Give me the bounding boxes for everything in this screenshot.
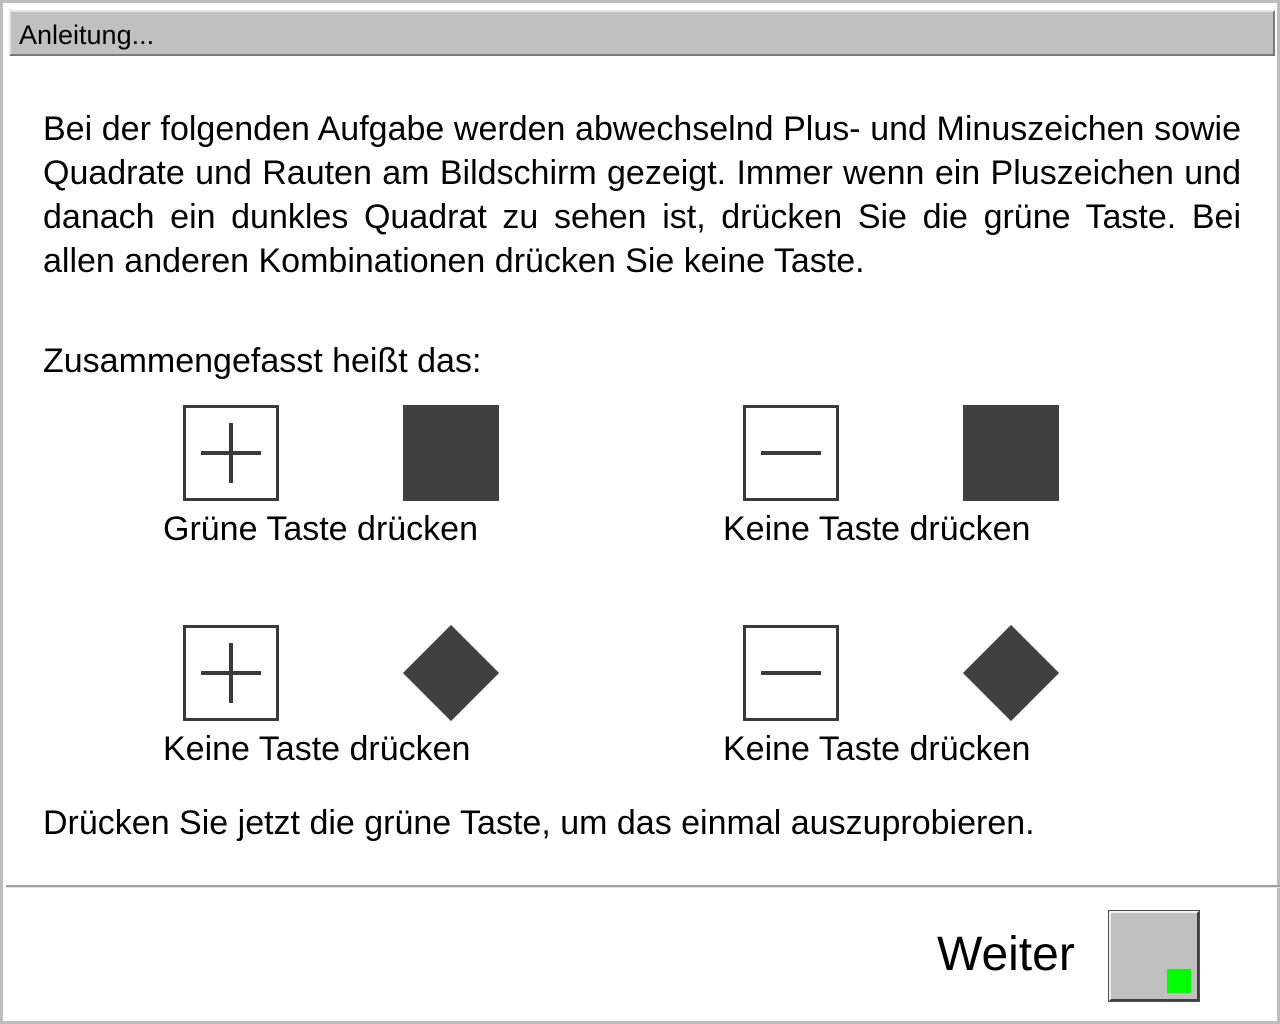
window-title: Anleitung... (19, 20, 155, 50)
footer-divider-highlight (6, 887, 1280, 888)
combination-caption-1: Grüne Taste drücken (163, 510, 478, 548)
next-button[interactable] (1109, 911, 1199, 1001)
try-it-prompt: Drücken Sie jetzt die grüne Taste, um das einmal auszuprobieren. (43, 804, 1035, 842)
green-led-icon (1167, 969, 1191, 993)
diamond-icon (963, 625, 1059, 721)
square-icon (963, 405, 1059, 501)
summary-heading: Zusammengefasst heißt das: (43, 342, 482, 380)
combination-caption-2: Keine Taste drücken (723, 510, 1031, 548)
diamond-icon (403, 625, 499, 721)
square-icon (403, 405, 499, 501)
combination-caption-3: Keine Taste drücken (163, 730, 471, 768)
minus-icon (743, 625, 839, 721)
plus-icon (183, 625, 279, 721)
title-bar (9, 10, 1275, 56)
instruction-text: Bei der folgenden Aufgabe werden abwechselnd Plus- und Minuszeichen sowie Quadrate und Rauten am Bildschirm gezeigt. Immer wenn ein Pluszeichen und danach ein dunkles Quadrat zu sehen ist, drücken Sie die grüne Taste. Bei allen anderen Kombinationen drücken Sie keine Taste. (43, 110, 1241, 280)
combination-caption-4: Keine Taste drücken (723, 730, 1031, 768)
minus-icon (743, 405, 839, 501)
plus-icon (183, 405, 279, 501)
next-label: Weiter (937, 928, 1075, 981)
